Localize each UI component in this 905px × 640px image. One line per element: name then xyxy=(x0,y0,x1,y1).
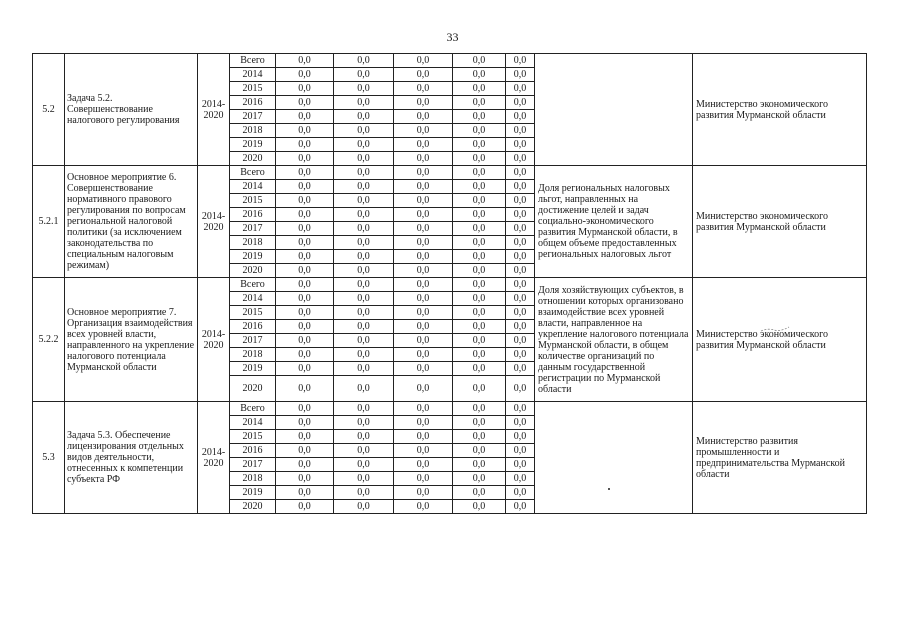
value-cell: 0,0 xyxy=(276,208,334,222)
value-cell: 0,0 xyxy=(276,292,334,306)
value-cell: 0,0 xyxy=(334,208,394,222)
value-cell: 0,0 xyxy=(394,376,453,402)
value-cell: 0,0 xyxy=(453,166,506,180)
value-cell: 0,0 xyxy=(506,334,535,348)
value-cell: 0,0 xyxy=(453,486,506,500)
value-cell: 0,0 xyxy=(453,292,506,306)
value-cell: 0,0 xyxy=(506,236,535,250)
value-cell: 0,0 xyxy=(334,152,394,166)
year-cell: 2017 xyxy=(230,458,276,472)
value-cell: 0,0 xyxy=(276,138,334,152)
program-table xyxy=(32,53,867,514)
executor-cell: Министерство развития промышленности и предпринимательства Мурманской области xyxy=(693,402,867,514)
value-cell: 0,0 xyxy=(506,54,535,68)
value-cell: 0,0 xyxy=(453,68,506,82)
value-cell: 0,0 xyxy=(506,444,535,458)
executor-cell: Министерство экономического развития Мурманской области xyxy=(693,278,867,402)
value-cell: 0,0 xyxy=(276,486,334,500)
value-cell: 0,0 xyxy=(506,264,535,278)
value-cell: 0,0 xyxy=(276,124,334,138)
value-cell: 0,0 xyxy=(506,472,535,486)
value-cell: 0,0 xyxy=(334,278,394,292)
value-cell: 0,0 xyxy=(506,278,535,292)
value-cell: 0,0 xyxy=(334,362,394,376)
year-cell: 2019 xyxy=(230,250,276,264)
value-cell: 0,0 xyxy=(334,472,394,486)
value-cell: 0,0 xyxy=(334,82,394,96)
value-cell: 0,0 xyxy=(506,194,535,208)
value-cell: 0,0 xyxy=(506,96,535,110)
value-cell: 0,0 xyxy=(394,264,453,278)
value-cell: 0,0 xyxy=(394,320,453,334)
value-cell: 0,0 xyxy=(394,430,453,444)
value-cell: 0,0 xyxy=(276,194,334,208)
value-cell: 0,0 xyxy=(506,402,535,416)
year-cell: 2020 xyxy=(230,500,276,514)
year-cell: 2018 xyxy=(230,124,276,138)
item-number: 5.3 xyxy=(33,402,65,514)
item-period: 2014- 2020 xyxy=(198,54,230,166)
year-cell: 2019 xyxy=(230,138,276,152)
year-cell: Всего xyxy=(230,54,276,68)
value-cell: 0,0 xyxy=(453,180,506,194)
indicator-cell: Доля хозяйствующих субъектов, в отношении которых организовано взаимодействие всех уровней власти, направленное на укрепление налогового потенциала Мурманской области, в общем количестве организаций по данным государственной регистрации по Мурманской области xyxy=(535,278,693,402)
value-cell: 0,0 xyxy=(394,444,453,458)
value-cell: 0,0 xyxy=(334,236,394,250)
value-cell: 0,0 xyxy=(506,152,535,166)
item-period: 2014- 2020 xyxy=(198,166,230,278)
value-cell: 0,0 xyxy=(334,96,394,110)
value-cell: 0,0 xyxy=(506,124,535,138)
value-cell: 0,0 xyxy=(453,376,506,402)
year-cell: 2016 xyxy=(230,96,276,110)
value-cell: 0,0 xyxy=(276,222,334,236)
value-cell: 0,0 xyxy=(276,500,334,514)
year-cell: 2015 xyxy=(230,430,276,444)
item-name: Задача 5.3. Обеспечение лицензирования отдельных видов деятельности, отнесенных к компетенции субъекта РФ xyxy=(65,402,198,514)
value-cell: 0,0 xyxy=(453,96,506,110)
value-cell: 0,0 xyxy=(453,500,506,514)
year-cell: 2015 xyxy=(230,306,276,320)
indicator-cell xyxy=(535,54,693,166)
table-row xyxy=(33,166,867,180)
value-cell: 0,0 xyxy=(453,222,506,236)
value-cell: 0,0 xyxy=(394,416,453,430)
year-cell: Всего xyxy=(230,166,276,180)
item-name: Основное мероприятие 7. Организация взаимодействия всех уровней власти, направленного на укрепление налогового потенциала Мурманской области xyxy=(65,278,198,402)
value-cell: 0,0 xyxy=(453,54,506,68)
value-cell: 0,0 xyxy=(394,96,453,110)
value-cell: 0,0 xyxy=(506,348,535,362)
table-row xyxy=(33,278,867,292)
value-cell: 0,0 xyxy=(506,82,535,96)
year-cell: 2015 xyxy=(230,194,276,208)
value-cell: 0,0 xyxy=(334,500,394,514)
value-cell: 0,0 xyxy=(453,334,506,348)
item-name: Основное мероприятие 6. Совершенствование нормативного правового регулирования по вопросам региональной налоговой политики (за исключением законодательства по специальным налоговым режимам) xyxy=(65,166,198,278)
value-cell: 0,0 xyxy=(334,486,394,500)
value-cell: 0,0 xyxy=(453,138,506,152)
value-cell: 0,0 xyxy=(334,320,394,334)
value-cell: 0,0 xyxy=(334,250,394,264)
value-cell: 0,0 xyxy=(334,416,394,430)
value-cell: 0,0 xyxy=(334,222,394,236)
value-cell: 0,0 xyxy=(334,306,394,320)
value-cell: 0,0 xyxy=(334,458,394,472)
executor-cell: Министерство экономического развития Мурманской области xyxy=(693,166,867,278)
value-cell: 0,0 xyxy=(394,68,453,82)
value-cell: 0,0 xyxy=(394,152,453,166)
value-cell: 0,0 xyxy=(276,180,334,194)
value-cell: 0,0 xyxy=(276,96,334,110)
year-cell: Всего xyxy=(230,402,276,416)
item-period: 2014- 2020 xyxy=(198,278,230,402)
year-cell: 2016 xyxy=(230,320,276,334)
value-cell: 0,0 xyxy=(506,110,535,124)
value-cell: 0,0 xyxy=(453,250,506,264)
value-cell: 0,0 xyxy=(334,110,394,124)
value-cell: 0,0 xyxy=(276,82,334,96)
value-cell: 0,0 xyxy=(276,68,334,82)
value-cell: 0,0 xyxy=(506,292,535,306)
table-row xyxy=(33,402,867,416)
year-cell: 2014 xyxy=(230,292,276,306)
value-cell: 0,0 xyxy=(334,348,394,362)
year-cell: 2017 xyxy=(230,334,276,348)
year-cell: 2017 xyxy=(230,110,276,124)
year-cell: 2018 xyxy=(230,472,276,486)
value-cell: 0,0 xyxy=(334,292,394,306)
value-cell: 0,0 xyxy=(506,362,535,376)
value-cell: 0,0 xyxy=(506,208,535,222)
value-cell: 0,0 xyxy=(334,194,394,208)
value-cell: 0,0 xyxy=(334,334,394,348)
year-cell: 2014 xyxy=(230,416,276,430)
value-cell: 0,0 xyxy=(394,250,453,264)
item-number: 5.2.2 xyxy=(33,278,65,402)
value-cell: 0,0 xyxy=(276,430,334,444)
value-cell: 0,0 xyxy=(453,82,506,96)
scan-dot xyxy=(608,488,610,490)
value-cell: 0,0 xyxy=(276,54,334,68)
value-cell: 0,0 xyxy=(276,236,334,250)
value-cell: 0,0 xyxy=(453,278,506,292)
value-cell: 0,0 xyxy=(453,208,506,222)
value-cell: 0,0 xyxy=(506,376,535,402)
value-cell: 0,0 xyxy=(506,138,535,152)
value-cell: 0,0 xyxy=(276,402,334,416)
value-cell: 0,0 xyxy=(276,264,334,278)
value-cell: 0,0 xyxy=(394,166,453,180)
value-cell: 0,0 xyxy=(394,348,453,362)
year-cell: 2018 xyxy=(230,236,276,250)
page-number: 33 xyxy=(446,30,459,44)
value-cell: 0,0 xyxy=(394,194,453,208)
year-cell: 2020 xyxy=(230,152,276,166)
item-number: 5.2.1 xyxy=(33,166,65,278)
value-cell: 0,0 xyxy=(506,68,535,82)
year-cell: 2020 xyxy=(230,264,276,278)
year-cell: 2014 xyxy=(230,68,276,82)
item-period: 2014- 2020 xyxy=(198,402,230,514)
value-cell: 0,0 xyxy=(334,166,394,180)
value-cell: 0,0 xyxy=(453,236,506,250)
value-cell: 0,0 xyxy=(276,362,334,376)
value-cell: 0,0 xyxy=(334,430,394,444)
value-cell: 0,0 xyxy=(334,444,394,458)
value-cell: 0,0 xyxy=(334,124,394,138)
table-row xyxy=(33,54,867,68)
value-cell: 0,0 xyxy=(276,444,334,458)
value-cell: 0,0 xyxy=(394,138,453,152)
value-cell: 0,0 xyxy=(394,458,453,472)
value-cell: 0,0 xyxy=(276,152,334,166)
value-cell: 0,0 xyxy=(394,306,453,320)
indicator-cell: Доля региональных налоговых льгот, направленных на достижение целей и задач социально-экономического развития Мурманской области, в общем объеме предоставленных региональных налоговых льгот xyxy=(535,166,693,278)
value-cell: 0,0 xyxy=(506,166,535,180)
value-cell: 0,0 xyxy=(453,416,506,430)
value-cell: 0,0 xyxy=(453,348,506,362)
year-cell: 2017 xyxy=(230,222,276,236)
year-cell: 2016 xyxy=(230,208,276,222)
item-number: 5.2 xyxy=(33,54,65,166)
value-cell: 0,0 xyxy=(334,68,394,82)
value-cell: 0,0 xyxy=(394,82,453,96)
value-cell: 0,0 xyxy=(453,430,506,444)
value-cell: 0,0 xyxy=(334,264,394,278)
value-cell: 0,0 xyxy=(506,306,535,320)
value-cell: 0,0 xyxy=(506,180,535,194)
value-cell: 0,0 xyxy=(394,402,453,416)
value-cell: 0,0 xyxy=(506,486,535,500)
pen-mark xyxy=(760,325,790,333)
value-cell: 0,0 xyxy=(334,402,394,416)
value-cell: 0,0 xyxy=(276,458,334,472)
value-cell: 0,0 xyxy=(276,334,334,348)
value-cell: 0,0 xyxy=(453,152,506,166)
value-cell: 0,0 xyxy=(453,362,506,376)
year-cell: 2020 xyxy=(230,376,276,402)
value-cell: 0,0 xyxy=(394,472,453,486)
value-cell: 0,0 xyxy=(276,278,334,292)
value-cell: 0,0 xyxy=(506,250,535,264)
value-cell: 0,0 xyxy=(276,306,334,320)
year-cell: 2019 xyxy=(230,362,276,376)
year-cell: 2016 xyxy=(230,444,276,458)
value-cell: 0,0 xyxy=(453,306,506,320)
value-cell: 0,0 xyxy=(276,166,334,180)
value-cell: 0,0 xyxy=(394,236,453,250)
value-cell: 0,0 xyxy=(453,472,506,486)
value-cell: 0,0 xyxy=(334,138,394,152)
value-cell: 0,0 xyxy=(394,180,453,194)
value-cell: 0,0 xyxy=(506,458,535,472)
value-cell: 0,0 xyxy=(394,222,453,236)
value-cell: 0,0 xyxy=(506,222,535,236)
year-cell: 2015 xyxy=(230,82,276,96)
executor-cell: Министерство экономического развития Мурманской области xyxy=(693,54,867,166)
value-cell: 0,0 xyxy=(276,110,334,124)
value-cell: 0,0 xyxy=(394,124,453,138)
value-cell: 0,0 xyxy=(394,278,453,292)
value-cell: 0,0 xyxy=(453,264,506,278)
value-cell: 0,0 xyxy=(453,444,506,458)
value-cell: 0,0 xyxy=(394,292,453,306)
value-cell: 0,0 xyxy=(453,194,506,208)
value-cell: 0,0 xyxy=(506,500,535,514)
value-cell: 0,0 xyxy=(334,180,394,194)
value-cell: 0,0 xyxy=(276,416,334,430)
year-cell: 2019 xyxy=(230,486,276,500)
value-cell: 0,0 xyxy=(453,110,506,124)
year-cell: 2018 xyxy=(230,348,276,362)
value-cell: 0,0 xyxy=(394,110,453,124)
value-cell: 0,0 xyxy=(276,348,334,362)
year-cell: Всего xyxy=(230,278,276,292)
value-cell: 0,0 xyxy=(453,402,506,416)
value-cell: 0,0 xyxy=(394,54,453,68)
value-cell: 0,0 xyxy=(394,500,453,514)
value-cell: 0,0 xyxy=(276,250,334,264)
value-cell: 0,0 xyxy=(453,458,506,472)
item-name: Задача 5.2. Совершенствование налогового регулирования xyxy=(65,54,198,166)
value-cell: 0,0 xyxy=(453,124,506,138)
value-cell: 0,0 xyxy=(394,486,453,500)
year-cell: 2014 xyxy=(230,180,276,194)
indicator-cell xyxy=(535,402,693,514)
value-cell: 0,0 xyxy=(276,376,334,402)
value-cell: 0,0 xyxy=(334,54,394,68)
value-cell: 0,0 xyxy=(453,320,506,334)
value-cell: 0,0 xyxy=(506,430,535,444)
value-cell: 0,0 xyxy=(394,334,453,348)
value-cell: 0,0 xyxy=(276,320,334,334)
value-cell: 0,0 xyxy=(394,362,453,376)
value-cell: 0,0 xyxy=(276,472,334,486)
value-cell: 0,0 xyxy=(334,376,394,402)
value-cell: 0,0 xyxy=(394,208,453,222)
value-cell: 0,0 xyxy=(506,416,535,430)
value-cell: 0,0 xyxy=(506,320,535,334)
